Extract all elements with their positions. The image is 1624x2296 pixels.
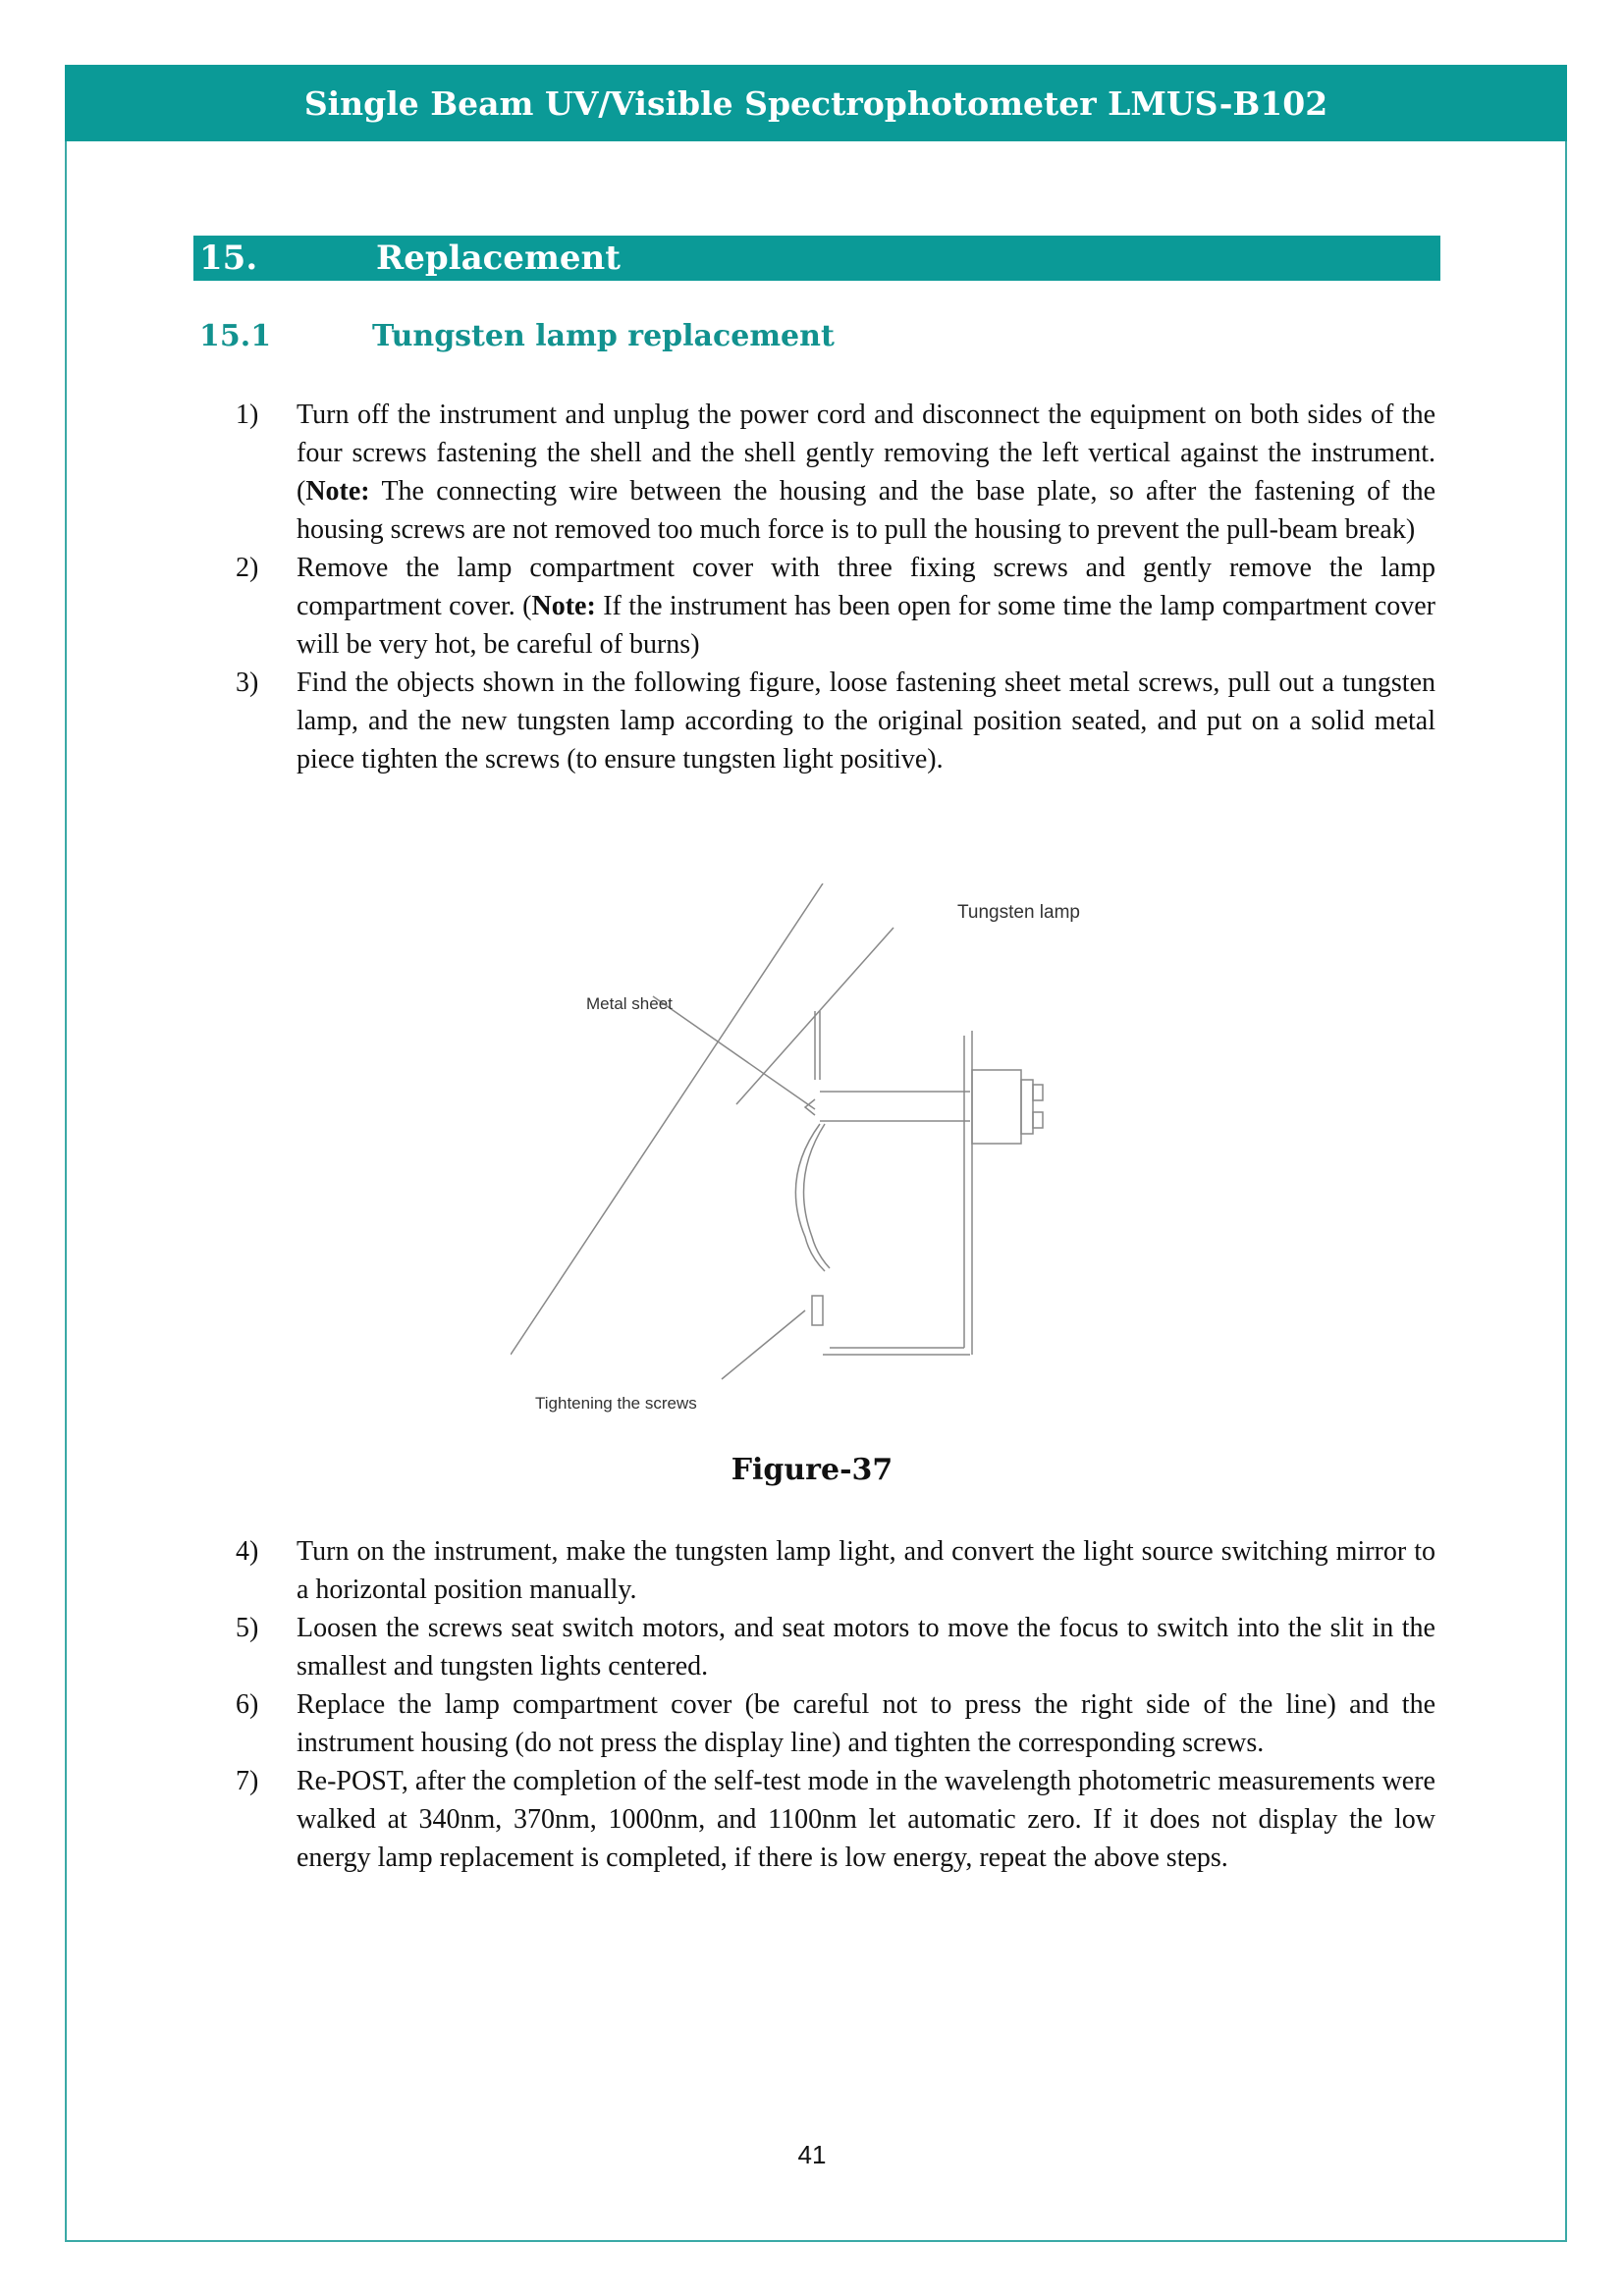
list-item bbox=[236, 1762, 1435, 1877]
steps-list-before bbox=[236, 396, 1435, 778]
subsection-number: 15.1 bbox=[199, 319, 272, 353]
step-text: Replace the lamp compartment cover (be careful not to press the right side of the line) and the instrument housing (do not press the display line) and tighten the corresponding screws. bbox=[297, 1689, 1435, 1758]
document-header bbox=[65, 65, 1567, 141]
step-number: 1) bbox=[236, 400, 259, 430]
tungsten-lamp-label: Tungsten lamp bbox=[957, 902, 1080, 923]
tightening-screws-label: Tightening the screws bbox=[535, 1394, 697, 1413]
metal-sheet-label: Metal sheet bbox=[586, 994, 673, 1013]
subsection-heading bbox=[199, 319, 835, 353]
list-item bbox=[236, 1532, 1435, 1609]
metal-sheet-leader bbox=[653, 996, 815, 1109]
step-number: 4) bbox=[236, 1536, 259, 1567]
document-title: Single Beam UV/Visible Spectrophotometer LMUS-B102 bbox=[303, 83, 1328, 123]
steps-list-after bbox=[236, 1532, 1435, 1877]
step-text: Remove the lamp compartment cover with three fixing screws and gently remove the lamp compartment cover. (Note: If the instrument has been open for some time the lamp compartment cover will be very hot, be careful of burns) bbox=[297, 553, 1436, 660]
list-item bbox=[236, 1609, 1435, 1685]
step-text: Turn off the instrument and unplug the power cord and disconnect the equipment on both sides of the four screws fastening the shell and the shell gently removing the left vertical against the instrument. (Note: The connecting wire between the housing and the base plate, so after the fastening of the housing screws are not removed too much force is to pull the housing to prevent the pull-beam break) bbox=[297, 400, 1435, 545]
step-number: 6) bbox=[236, 1689, 259, 1720]
section-title: Replacement bbox=[376, 239, 621, 278]
step-text: Re-POST, after the completion of the self-test mode in the wavelength photometric measurements were walked at 340nm, 370nm, 1000nm, and 1100nm let automatic zero. If it does not display the low energy lamp replacement is completed, if there is low energy, repeat the above steps. bbox=[297, 1766, 1435, 1873]
tungsten-lamp-diagram bbox=[511, 883, 1119, 1423]
step-text: Find the objects shown in the following figure, loose fastening sheet metal screws, pull out a tungsten lamp, and the new tungsten lamp according to the original position seated, and put on a solid metal piece tighten the screws (to ensure tungsten light positive). bbox=[297, 667, 1435, 774]
step-text: Turn on the instrument, make the tungsten lamp light, and convert the light source switching mirror to a horizontal position manually. bbox=[297, 1536, 1435, 1605]
list-item bbox=[236, 664, 1435, 778]
list-item bbox=[236, 396, 1435, 549]
list-item bbox=[236, 1685, 1435, 1762]
step-number: 3) bbox=[236, 667, 259, 698]
subsection-title: Tungsten lamp replacement bbox=[372, 319, 835, 353]
step-text: Loosen the screws seat switch motors, and seat motors to move the focus to switch into the slit in the smallest and tungsten lights centered. bbox=[297, 1613, 1435, 1682]
screws-leader bbox=[722, 1310, 805, 1379]
step-number: 5) bbox=[236, 1613, 259, 1643]
section-number: 15. bbox=[199, 239, 258, 278]
section-heading bbox=[193, 236, 1440, 281]
page-number: 41 bbox=[797, 2140, 827, 2169]
figure-caption: Figure-37 bbox=[731, 1453, 893, 1487]
step-number: 2) bbox=[236, 553, 259, 583]
step-number: 7) bbox=[236, 1766, 259, 1796]
list-item bbox=[236, 549, 1435, 664]
